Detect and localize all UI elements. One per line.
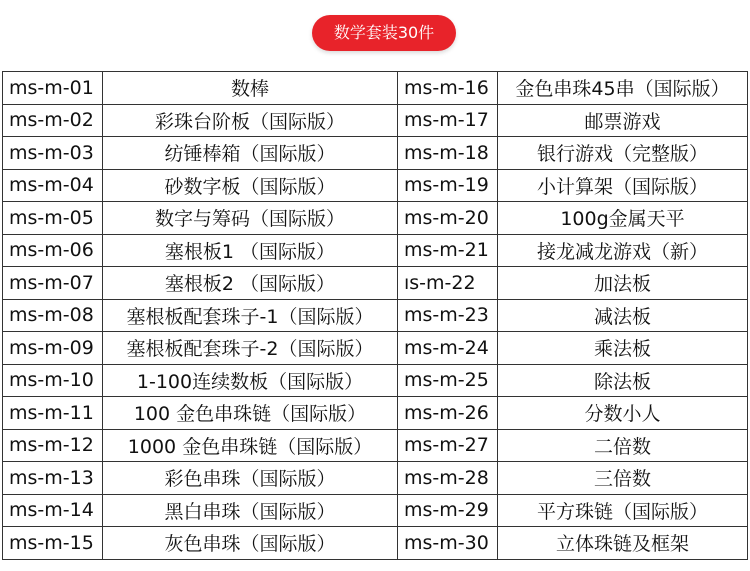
item-code: ms-m-19 xyxy=(398,169,498,202)
item-name: 分数小人 xyxy=(498,397,748,430)
item-code: ms-m-08 xyxy=(3,299,103,332)
item-code: ms-m-10 xyxy=(3,364,103,397)
page-title-badge xyxy=(312,15,456,51)
item-name: 灰色串珠（国际版） xyxy=(103,527,398,560)
item-code: ms-m-25 xyxy=(398,364,498,397)
table-row xyxy=(3,202,748,235)
table-row xyxy=(3,72,748,105)
item-name: 塞根板2 （国际版） xyxy=(103,267,398,300)
item-name: 二倍数 xyxy=(498,429,748,462)
item-code: ms-m-29 xyxy=(398,494,498,527)
item-code: ms-m-27 xyxy=(398,429,498,462)
item-name: 金色串珠45串（国际版） xyxy=(498,72,748,105)
item-name: 平方珠链（国际版） xyxy=(498,494,748,527)
item-code: ms-m-04 xyxy=(3,169,103,202)
page-title: 数学套装30件 xyxy=(333,23,435,42)
item-name: 数棒 xyxy=(103,72,398,105)
item-code: ms-m-16 xyxy=(398,72,498,105)
item-name: 塞根板1 （国际版） xyxy=(103,234,398,267)
item-code: ms-m-06 xyxy=(3,234,103,267)
table-row xyxy=(3,169,748,202)
item-code: ms-m-03 xyxy=(3,137,103,170)
item-name: 乘法板 xyxy=(498,332,748,365)
item-code: ıs-m-22 xyxy=(398,267,498,300)
item-code: ms-m-14 xyxy=(3,494,103,527)
item-name: 彩色串珠（国际版） xyxy=(103,462,398,495)
table-row xyxy=(3,429,748,462)
item-code: ms-m-23 xyxy=(398,299,498,332)
item-code: ms-m-01 xyxy=(3,72,103,105)
item-name: 纺锤棒箱（国际版） xyxy=(103,137,398,170)
table-row xyxy=(3,527,748,560)
item-name: 彩珠台阶板（国际版） xyxy=(103,104,398,137)
item-code: ms-m-02 xyxy=(3,104,103,137)
item-name: 减法板 xyxy=(498,299,748,332)
item-name: 塞根板配套珠子-1（国际版） xyxy=(103,299,398,332)
item-code: ms-m-18 xyxy=(398,137,498,170)
item-name: 邮票游戏 xyxy=(498,104,748,137)
item-code: ms-m-24 xyxy=(398,332,498,365)
table-row xyxy=(3,332,748,365)
item-name: 小计算架（国际版） xyxy=(498,169,748,202)
product-code-table xyxy=(2,71,748,560)
item-code: ms-m-17 xyxy=(398,104,498,137)
item-code: ms-m-05 xyxy=(3,202,103,235)
item-code: ms-m-20 xyxy=(398,202,498,235)
item-code: ms-m-30 xyxy=(398,527,498,560)
item-name: 加法板 xyxy=(498,267,748,300)
table-row xyxy=(3,234,748,267)
item-code: ms-m-13 xyxy=(3,462,103,495)
table-row xyxy=(3,267,748,300)
item-code: ms-m-26 xyxy=(398,397,498,430)
item-name: 1-100连续数板（国际版） xyxy=(103,364,398,397)
table-row xyxy=(3,397,748,430)
item-name: 砂数字板（国际版） xyxy=(103,169,398,202)
item-code: ms-m-11 xyxy=(3,397,103,430)
item-name: 1000 金色串珠链（国际版） xyxy=(103,429,398,462)
item-code: ms-m-21 xyxy=(398,234,498,267)
item-name: 黑白串珠（国际版） xyxy=(103,494,398,527)
item-code: ms-m-12 xyxy=(3,429,103,462)
item-name: 100g金属天平 xyxy=(498,202,748,235)
item-code: ms-m-15 xyxy=(3,527,103,560)
table-row xyxy=(3,462,748,495)
table-row xyxy=(3,364,748,397)
item-code: ms-m-09 xyxy=(3,332,103,365)
item-name: 数字与筹码（国际版） xyxy=(103,202,398,235)
item-name: 100 金色串珠链（国际版） xyxy=(103,397,398,430)
table-row xyxy=(3,299,748,332)
item-name: 立体珠链及框架 xyxy=(498,527,748,560)
item-name: 塞根板配套珠子-2（国际版） xyxy=(103,332,398,365)
item-code: ms-m-28 xyxy=(398,462,498,495)
table-row xyxy=(3,494,748,527)
item-name: 三倍数 xyxy=(498,462,748,495)
table-row xyxy=(3,137,748,170)
item-name: 银行游戏（完整版） xyxy=(498,137,748,170)
item-code: ms-m-07 xyxy=(3,267,103,300)
item-name: 接龙减龙游戏（新） xyxy=(498,234,748,267)
table-row xyxy=(3,104,748,137)
item-name: 除法板 xyxy=(498,364,748,397)
